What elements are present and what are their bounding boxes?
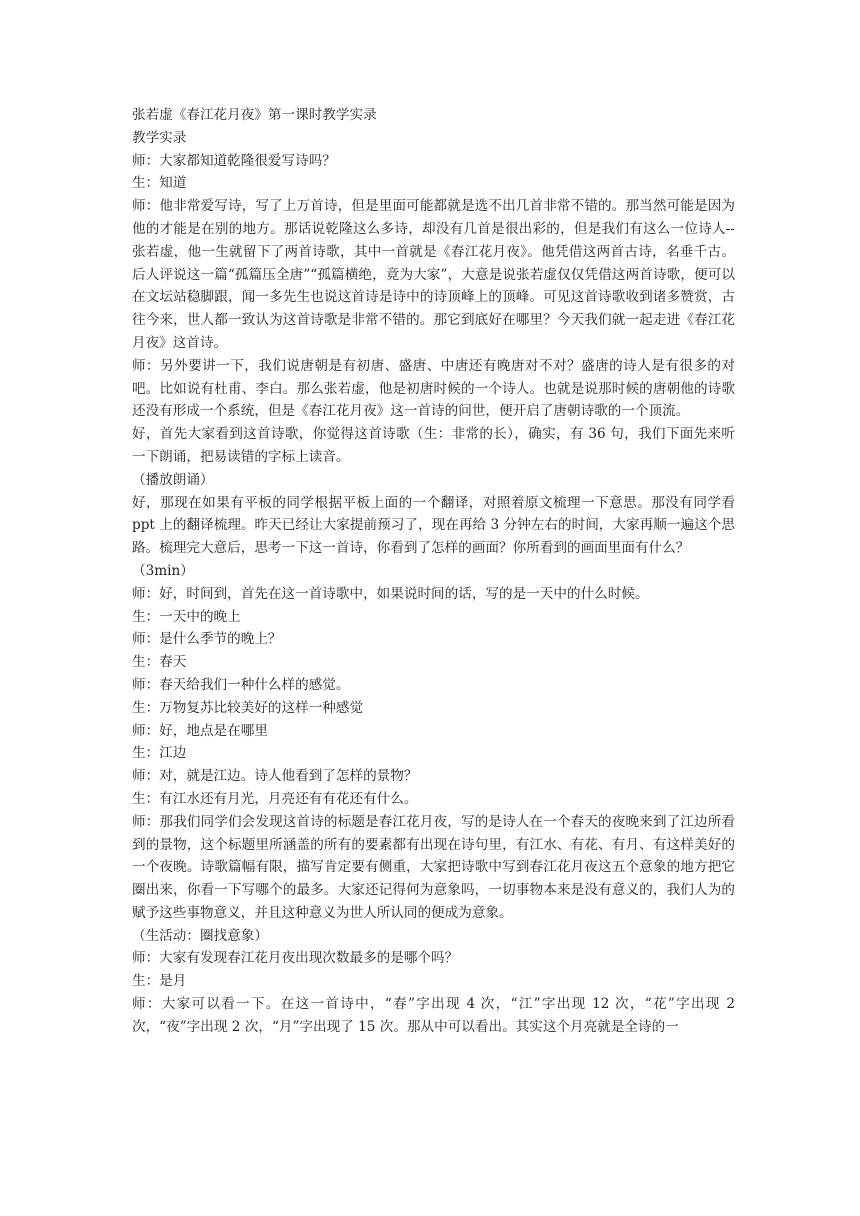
dialogue-paragraph: 师：另外要讲一下，我们说唐朝是有初唐、盛唐、中唐还有晚唐对不对？盛唐的诗人是有很多的对吧。比如说有杜甫、李白。那么张若虚，他是初唐时候的一个诗人。也就是说那时候的唐朝他的诗歌还没有形成一个系统，但是《春江花月夜》这一首诗的问世，便开启了唐朝诗歌的一个顶流。 — [132, 357, 735, 420]
stage-note: （播放朗诵） — [132, 471, 214, 488]
dialogue-line: 生：江边 — [132, 745, 187, 762]
dialogue-paragraph: 师：大家可以看一下。在这一首诗中，“春”字出现 4 次，“江”字出现 12 次，“花”字出现 2 次，“夜”字出现 2 次，“月”字出现了 15 次。那从中可以看出。其实这个月亮就是全诗的一 — [132, 996, 735, 1035]
dialogue-line: 生：是月 — [132, 973, 187, 990]
dialogue-paragraph: 师：那我们同学们会发现这首诗的标题是春江花月夜，写的是诗人在一个春天的夜晚来到了江边所看到的景物，这个标题里所涵盖的所有的要素都有出现在诗句里，有江水、有花、有月、有这样美好的一个夜晚。诗歌篇幅有限，描写肯定要有侧重，大家把诗歌中写到春江花月夜这五个意象的地方把它圈出来，你看一下写哪个的最多。大家还记得何为意象吗，一切事物本来是没有意义的，我们人为的赋予这些事物意义，并且这种意义为世人所认同的便成为意象。 — [132, 813, 735, 921]
narration-paragraph: 好，首先大家看到这首诗歌，你觉得这首诗歌（生：非常的长），确实，有 36 句，我们下面先来听一下朗诵，把易读错的字标上读音。 — [132, 426, 735, 465]
dialogue-line: 生：春天 — [132, 654, 187, 671]
dialogue-line: 师：春天给我们一种什么样的感觉。 — [132, 676, 350, 693]
dialogue-line: 生：知道 — [132, 175, 187, 192]
section-heading: 教学实录 — [132, 129, 187, 146]
dialogue-line: 师：是什么季节的晚上？ — [132, 631, 282, 648]
dialogue-paragraph: 师：他非常爱写诗，写了上万首诗，但是里面可能都就是选不出几首非常不错的。那当然可能是因为他的才能是在别的地方。那话说乾隆这么多诗，却没有几首是很出彩的，但是我们有这么一位诗人--张若虚，他一生就留下了两首诗歌，其中一首就是《春江花月夜》。他凭借这两首古诗，名垂千古。后人评说这一篇“孤篇压全唐”“孤篇横绝，竟为大家”，大意是说张若虚仅仅凭借这两首诗歌，便可以在文坛站稳脚跟，闻一多先生也说这首诗是诗中的诗顶峰上的顶峰。可见这首诗歌收到诸多赞赏，古往今来，世人都一致认为这首诗歌是非常不错的。那它到底好在哪里？今天我们就一起走进《春江花月夜》这首诗。 — [132, 198, 735, 351]
stage-note: （3min） — [132, 562, 194, 579]
dialogue-line: 师：好，时间到，首先在这一首诗歌中，如果说时间的话，写的是一天中的什么时候。 — [132, 585, 649, 602]
dialogue-line: 师：大家都知道乾隆很爱写诗吗？ — [132, 152, 336, 169]
stage-note: （生活动：圈找意象） — [132, 927, 268, 944]
document-title: 张若虚《春江花月夜》第一课时教学实录 — [132, 107, 377, 123]
dialogue-line: 生：有江水还有月光，月亮还有有花还有什么。 — [132, 790, 418, 807]
dialogue-line: 生：一天中的晚上 — [132, 608, 241, 625]
dialogue-line: 师：对，就是江边。诗人他看到了怎样的景物？ — [132, 768, 418, 785]
document-page — [132, 104, 735, 1039]
dialogue-line: 生：万物复苏比较美好的这样一种感觉 — [132, 699, 364, 716]
narration-paragraph: 好，那现在如果有平板的同学根据平板上面的一个翻译，对照着原文梳理一下意思。那没有同学看 ppt 上的翻译梳理。昨天已经让大家提前预习了，现在再给 3 分钟左右的时间，大家再顺一遍这个思路。梳理完大意后，思考一下这一首诗，你看到了怎样的画面？你所看到的画面里面有什么？ — [132, 494, 735, 557]
dialogue-line: 师：好，地点是在哪里 — [132, 722, 268, 739]
dialogue-line: 师：大家有发现春江花月夜出现次数最多的是哪个吗？ — [132, 950, 459, 967]
